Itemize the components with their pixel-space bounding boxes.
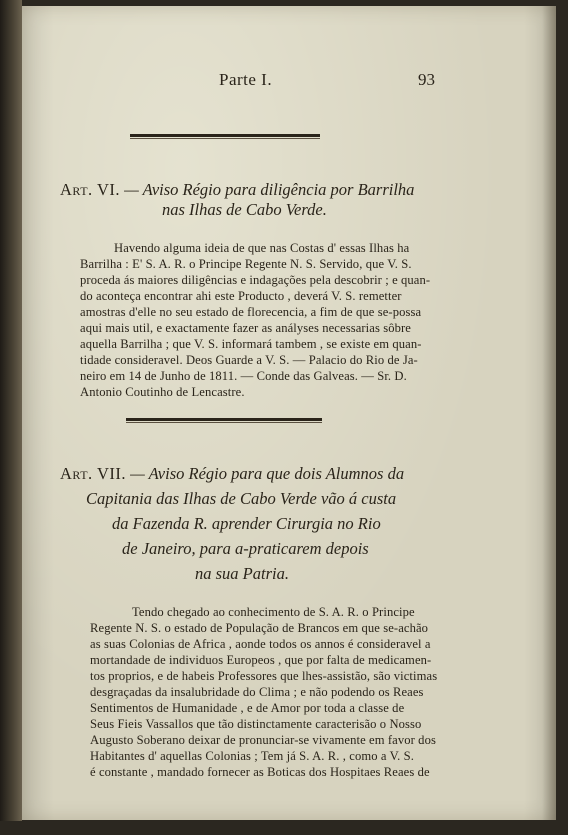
article-6-body-line: amostras d'elle no seu estado de florecencia, a fim de que se-possa (80, 305, 422, 319)
article-6-body-line: Havendo alguma ideia de que nas Costas d' essas Ilhas ha (114, 241, 410, 255)
article-7-body-line: Sentimentos de Humanidade , e de Amor por toda a classe de (90, 701, 405, 715)
article-6-body-line: aqui mais util, e exactamente fazer as anályses necessarias sôbre (80, 321, 411, 335)
section-divider-middle (126, 418, 322, 421)
article-7-body-line: desgraçadas da insalubridade do Clima ; e não podendo os Reaes (90, 685, 424, 699)
article-6-body-line: tidade consideravel. Deos Guarde a V. S. — Palacio do Rio de Ja- (80, 353, 418, 367)
article-6-body-line: Barrilha : E' S. A. R. o Principe Regente N. S. Servido, que V. S. (80, 257, 412, 271)
article-6-title-line-2: nas Ilhas de Cabo Verde. (162, 200, 327, 219)
article-6-body-line: neiro em 14 de Junho de 1811. — Conde das Galveas. — Sr. D. (80, 369, 407, 383)
article-7-body-line: é constante , mandado fornecer as Boticas dos Hospitaes Reaes de (90, 765, 430, 779)
page-gutter-shadow (542, 6, 556, 820)
article-7-body-line: tos proprios, e de habeis Professores que lhes-assistão, são victimas (90, 669, 438, 683)
article-7-body-line: Habitantes d' aquellas Colonias ; Tem já S. A. R. , como a V. S. (90, 749, 415, 763)
article-7-label: Art. VII. (60, 464, 127, 483)
article-6-body-line: do aconteça encontrar ahi este Producto , deverá V. S. remetter (80, 289, 402, 303)
article-7-title-line-2: Capitania das Ilhas de Cabo Verde vão á custa (86, 489, 397, 508)
article-7-body-line: Regente N. S. o estado de População de Brancos em que se-achão (90, 621, 429, 635)
article-7-body-line: Augusto Soberano deixar de pronunciar-se vivamente em favor dos (90, 733, 436, 747)
section-divider-top (130, 134, 320, 137)
scan-border-bottom (0, 821, 568, 835)
running-head-title: Parte I. (219, 70, 273, 89)
article-7-body-line: Seus Fieis Vassallos que tão distinctamente caracterisão o Nosso (90, 717, 422, 731)
article-6-title-line-1: — Aviso Régio para diligência por Barrilha (124, 180, 415, 199)
article-7-title-line-5: na sua Patria. (195, 564, 289, 583)
article-7-body-line: as suas Colonias de Africa , aonde todos os annos é consideravel a (90, 637, 431, 651)
book-page (22, 6, 556, 820)
page-number: 93 (418, 70, 435, 89)
scan-border-left (0, 0, 22, 835)
article-6-body-line: Antonio Coutinho de Lencastre. (80, 385, 245, 399)
article-7-title-line-1: — Aviso Régio para que dois Alumnos da (130, 464, 405, 483)
article-6-body-line: aquella Barrilha ; que V. S. informará tambem , se existe em quan- (80, 337, 422, 351)
section-divider-middle-thin (126, 422, 322, 423)
article-7-body-line: mortandade de individuos Europeos , que por falta de medicamen- (90, 653, 432, 667)
article-7-title-line-4: de Janeiro, para a-praticarem depois (122, 539, 369, 558)
article-7-body-line: Tendo chegado ao conhecimento de S. A. R. o Principe (132, 605, 415, 619)
article-7-heading-line-1 (60, 462, 404, 486)
section-divider-top-thin (130, 138, 320, 139)
running-head (22, 70, 556, 94)
article-7-title-line-3: da Fazenda R. aprender Cirurgia no Rio (112, 514, 381, 533)
article-6-body-line: proceda ás maiores diligências e indagações pela descobrir ; e quan- (80, 273, 431, 287)
article-6-label: Art. VI. (60, 180, 121, 199)
